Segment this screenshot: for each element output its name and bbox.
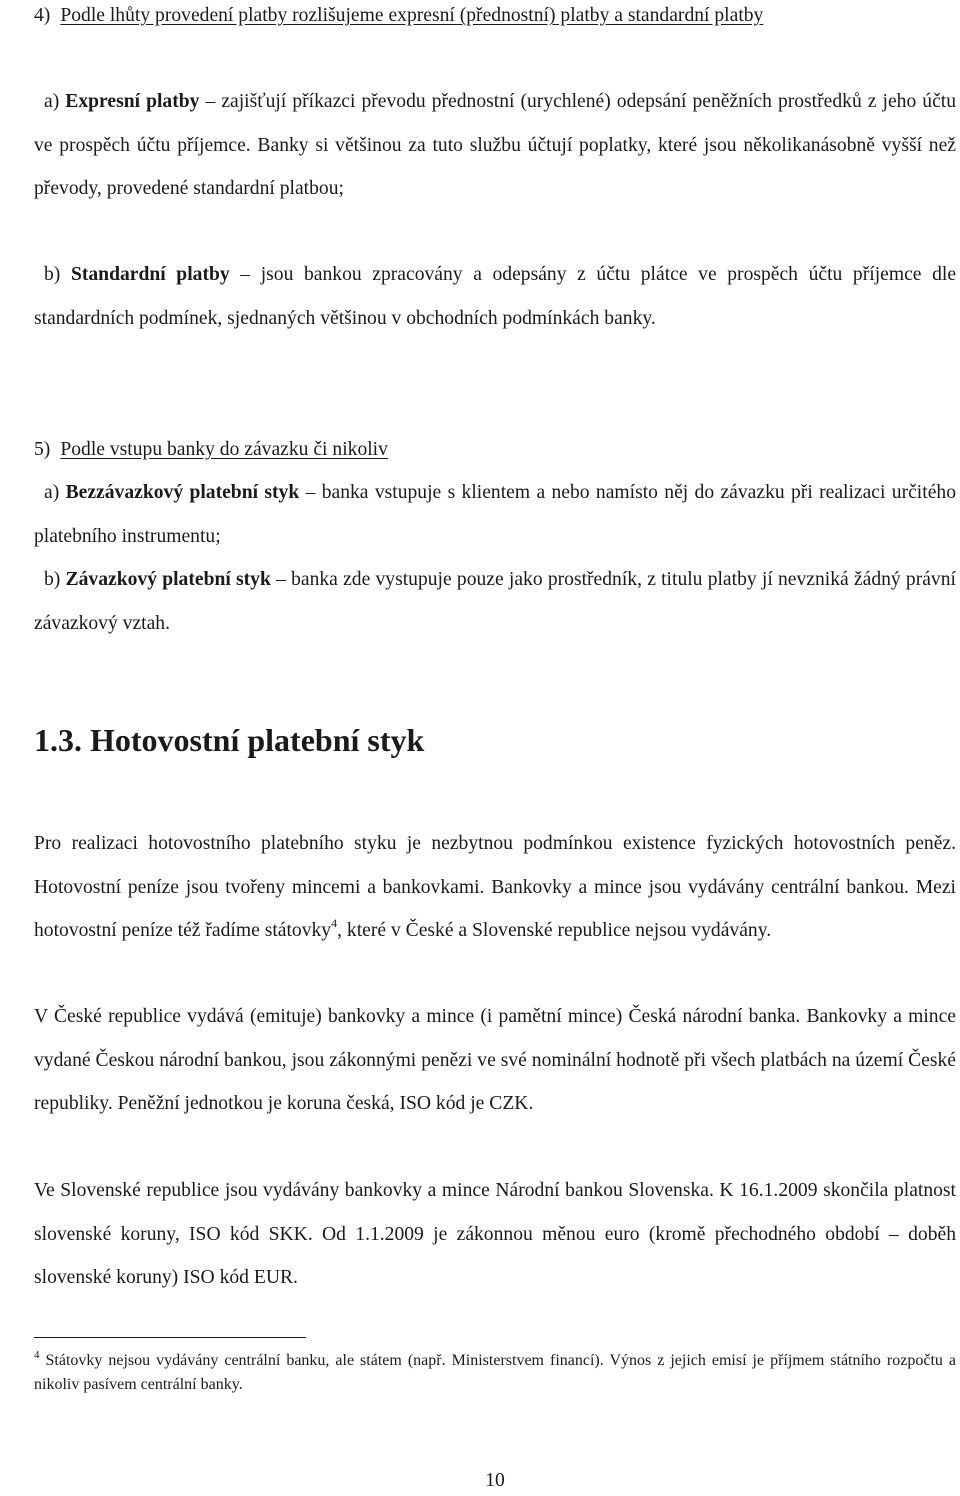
item-b-dash: – bbox=[276, 569, 286, 590]
paragraph-1-text-end: , které v České a Slovenské republice nejsou vydávány. bbox=[337, 920, 772, 941]
section-4-item-b bbox=[34, 253, 956, 340]
section-5-title: Podle vstupu banky do závazku či nikoliv bbox=[60, 439, 388, 460]
paragraph-2 bbox=[34, 995, 956, 1126]
item-b-term: Závazkový platební styk bbox=[65, 569, 271, 590]
footnote bbox=[34, 1349, 956, 1397]
paragraph-3 bbox=[34, 1169, 956, 1300]
section-4-number: 4) bbox=[34, 5, 51, 26]
footnote-separator bbox=[34, 1337, 306, 1338]
item-a-term: Expresní platby bbox=[65, 91, 200, 112]
paragraph-2-text: V České republice vydává (emituje) bankovky a mince (i pamětní mince) Česká národní banka. Bankovky a mince vydané Českou národní bankou, jsou zákonnými penězi ve své nominální hodnotě při všech platbách na území České republiky. Peněžní jednotkou je koruna česká, ISO kód je CZK. bbox=[34, 1006, 956, 1114]
item-a-dash: – bbox=[305, 482, 316, 503]
section-5-item-a bbox=[34, 471, 956, 558]
item-a-label: a) bbox=[44, 482, 60, 503]
item-a-label: a) bbox=[44, 91, 60, 112]
section-5-item-b bbox=[34, 558, 956, 645]
section-5-heading bbox=[34, 428, 956, 472]
section-5-number: 5) bbox=[34, 439, 51, 460]
footnote-number: 4 bbox=[34, 1349, 40, 1361]
section-4-title: Podle lhůty provedení platby rozlišujeme expresní (přednostní) platby a standardní platby bbox=[60, 5, 764, 26]
item-a-term: Bezzávazkový platební styk bbox=[65, 482, 300, 503]
paragraph-3-text: Ve Slovenské republice jsou vydávány bankovky a mince Národní bankou Slovenska. K 16.1.2009 skončila platnost slovenské koruny, ISO kód SKK. Od 1.1.2009 je zákonnou měnou euro (kromě přechodného období – doběh slovenské koruny) ISO kód EUR. bbox=[34, 1180, 956, 1288]
item-b-term: Standardní platby bbox=[70, 264, 230, 285]
item-a-text: zajišťují příkazci převodu přednostní (urychlené) odepsání peněžních prostředků z jeho účtu ve prospěch účtu příjemce. Banky si většinou za tuto službu účtují poplatky, které jsou několikanásobně vyšší než převody, provedené standardní platbou; bbox=[34, 91, 957, 199]
item-b-dash: – bbox=[240, 264, 251, 285]
item-b-label: b) bbox=[44, 569, 61, 590]
item-a-text: banka vstupuje s klientem a nebo namísto něj do závazku při realizaci určitého platebního instrumentu; bbox=[34, 482, 956, 547]
chapter-heading bbox=[34, 714, 424, 766]
section-4-item-a bbox=[34, 80, 956, 211]
footnote-text: Státovky nejsou vydávány centrální banku, ale státem (např. Ministerstvem financí). Výnos z jejich emisí je příjmem státního rozpočtu a nikoliv pasívem centrální banky. bbox=[34, 1352, 957, 1393]
paragraph-1 bbox=[34, 822, 956, 953]
chapter-number: 1.3. bbox=[34, 722, 82, 758]
item-b-label: b) bbox=[44, 264, 61, 285]
chapter-title: Hotovostní platební styk bbox=[90, 722, 425, 758]
footnote-reference[interactable]: 4 bbox=[331, 916, 338, 930]
paragraph-1-text: Pro realizaci hotovostního platebního styku je nezbytnou podmínkou existence fyzických hotovostních peněz. Hotovostní peníze jsou tvořeny mincemi a bankovkami. Bankovky a mince jsou vydávány centrální bankou. Mezi hotovostní peníze též řadíme státovky bbox=[34, 833, 956, 941]
item-a-dash: – bbox=[205, 91, 216, 112]
section-4-heading bbox=[34, 0, 956, 38]
item-b-text: jsou bankou zpracovány a odepsány z účtu plátce ve prospěch účtu příjemce dle standardních podmínek, sjednaných většinou v obchodních podmínkách banky. bbox=[34, 264, 957, 329]
page-number: 10 bbox=[485, 1470, 505, 1491]
item-b-text: banka zde vystupuje pouze jako prostředník, z titulu platby jí nevzniká žádný právní závazkový vztah. bbox=[34, 569, 956, 634]
